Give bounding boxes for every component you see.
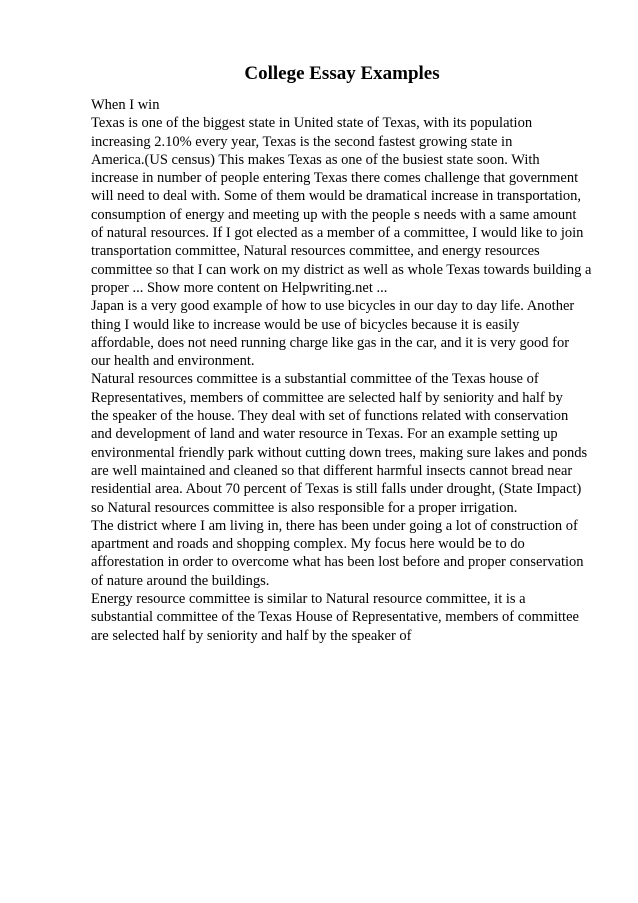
essay-line: consumption of energy and meeting up with the people s needs with a same amount [91,206,577,223]
essay-line: of natural resources. If I got elected as a member of a committee, I would like to join [91,225,584,242]
essay-line: and development of land and water resource in Texas. For an example setting up [91,426,558,443]
essay-line: afforestation in order to overcome what has been lost before and proper conservation [91,554,584,571]
essay-line: Japan is a very good example of how to use bicycles in our day to day life. Another [91,298,575,315]
page-title: College Essay Examples [244,63,440,84]
essay-line: are selected half by seniority and half by the speaker of [91,627,412,644]
essay-line: of nature around the buildings. [91,572,270,589]
essay-line: the speaker of the house. They deal with set of functions related with conservation [91,408,569,425]
essay-line: Representatives, members of committee are selected half by seniority and half by [91,389,563,406]
essay-line: Natural resources committee is a substantial committee of the Texas house of [91,371,539,388]
essay-line: When I win [91,97,160,113]
essay-line: America.(US census) This makes Texas as one of the busiest state soon. With [91,151,540,168]
essay-line: Texas is one of the biggest state in United state of Texas, with its population [91,115,533,132]
essay-line: increase in number of people entering Texas there comes challenge that government [91,170,579,187]
essay-line: apartment and roads and shopping complex. My focus here would be to do [91,536,525,553]
essay-line: increasing 2.10% every year, Texas is the second fastest growing state in [91,133,513,150]
essay-line: committee so that I can work on my district as well as whole Texas towards building a [91,261,592,278]
essay-line: will need to deal with. Some of them would be dramatical increase in transportation, [91,188,582,205]
essay-line: thing I would like to increase would be use of bicycles because it is easily [91,316,520,333]
essay-line: Energy resource committee is similar to Natural resource committee, it is a [91,591,526,608]
essay-line: transportation committee, Natural resources committee, and energy resources [91,243,540,260]
essay-line: are well maintained and cleaned so that different harmful insects cannot bread near [91,462,573,479]
essay-body [91,96,631,645]
essay-line: residential area. About 70 percent of Texas is still falls under drought, (State Impact) [91,481,582,498]
essay-line: our health and environment. [91,353,255,370]
essay-line: substantial committee of the Texas House of Representative, members of committee [91,609,579,626]
essay-line: The district where I am living in, there has been under going a lot of construction of [91,517,578,534]
essay-line: proper ... Show more content on Helpwriting.net ... [91,279,388,296]
essay-line: affordable, does not need running charge like gas in the car, and it is very good for [91,334,570,351]
essay-line: so Natural resources committee is also responsible for a proper irrigation. [91,499,518,516]
essay-line: environmental friendly park without cutting down trees, making sure lakes and ponds [91,444,588,461]
